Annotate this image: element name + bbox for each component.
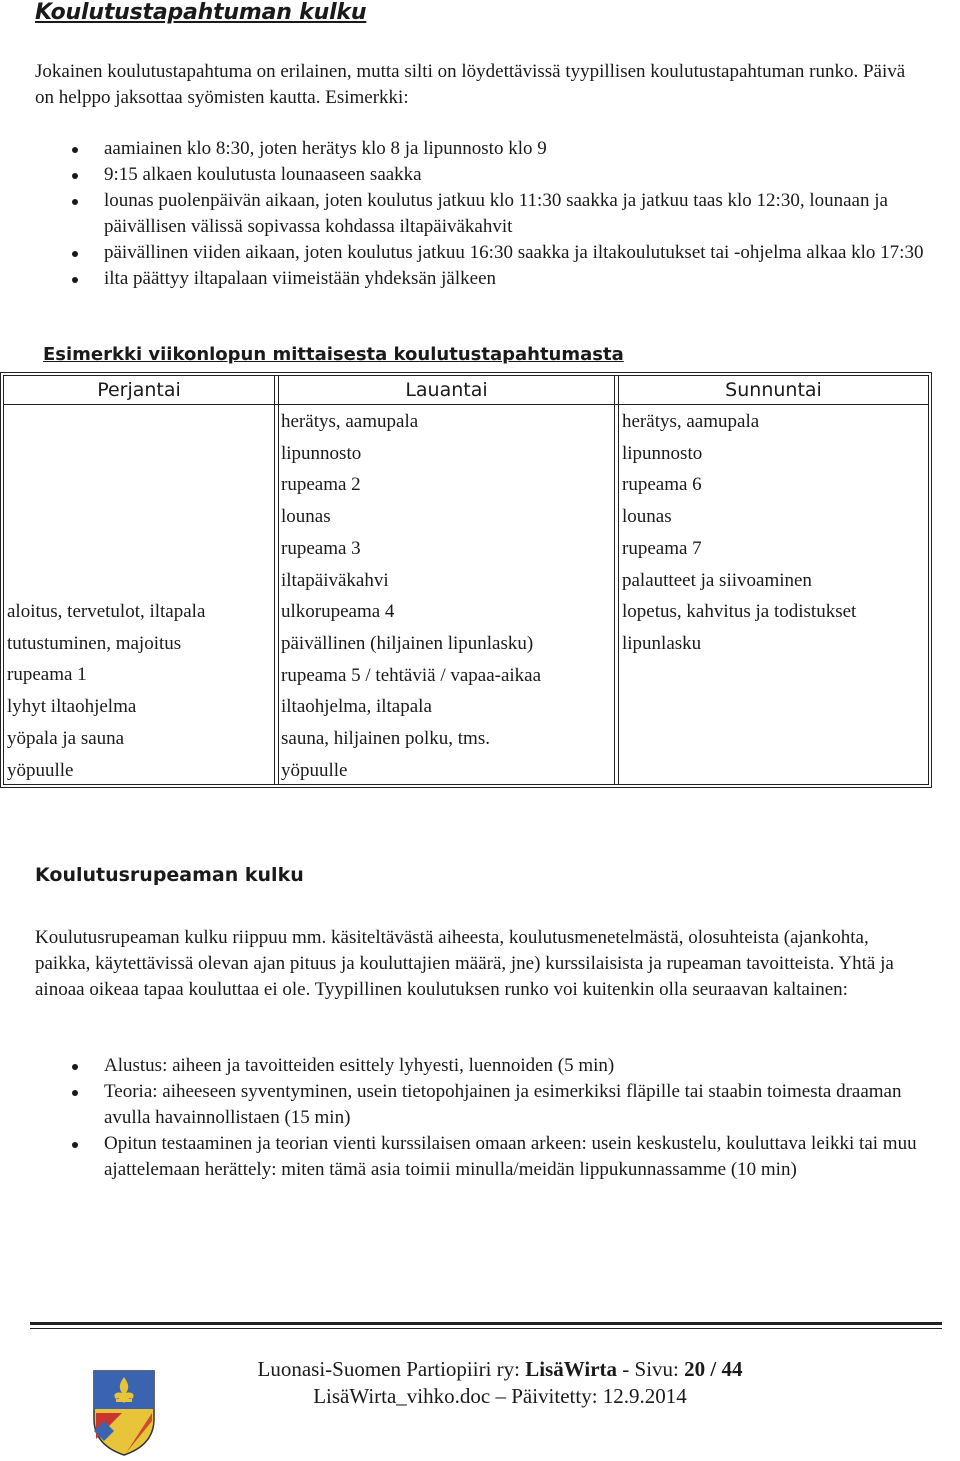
schedule-entry: ulkorupeama 4 bbox=[281, 601, 395, 623]
schedule-entry: lounas bbox=[622, 506, 672, 528]
section-heading: Koulutusrupeaman kulku bbox=[35, 864, 304, 886]
saturday-column bbox=[281, 406, 541, 786]
column-divider bbox=[618, 375, 619, 785]
schedule-entry: palautteet ja siivoaminen bbox=[622, 569, 812, 591]
column-divider bbox=[278, 375, 279, 785]
list-item: aamiainen klo 8:30, joten herätys klo 8 ja lipunnosto klo 9 bbox=[35, 136, 935, 162]
list-item: ilta päättyy iltapalaan viimeistään yhdeksän jälkeen bbox=[35, 266, 935, 292]
schedule-entry: rupeama 3 bbox=[281, 537, 361, 559]
list-item: 9:15 alkaen koulutusta lounaaseen saakka bbox=[35, 162, 935, 188]
schedule-entry: sauna, hiljainen polku, tms. bbox=[281, 728, 490, 750]
schedule-entry: herätys, aamupala bbox=[622, 411, 760, 432]
day-schedule-list bbox=[35, 136, 935, 292]
friday-column bbox=[7, 596, 205, 786]
schedule-entry: lipunnosto bbox=[281, 442, 362, 464]
schedule-entry: iltaohjelma, iltapala bbox=[281, 696, 432, 718]
sunday-column bbox=[622, 406, 856, 660]
schedule-entry: herätys, aamupala bbox=[281, 411, 419, 432]
intro-paragraph: Jokainen koulutustapahtuma on erilainen, mutta silti on löydettävissä tyypillisen koulutustapahtuman runko. Päivä on helppo jaksottaa syömisten kautta. Esimerkki: bbox=[35, 61, 906, 108]
schedule-entry: lyhyt iltaohjelma bbox=[7, 696, 137, 718]
column-divider bbox=[614, 375, 615, 785]
footer-line-2: LisäWirta_vihko.doc – Päivitetty: 12.9.2014 bbox=[313, 1384, 687, 1408]
schedule-entry: rupeama 5 / tehtäviä / vapaa-aikaa bbox=[281, 664, 542, 686]
table-border bbox=[3, 375, 4, 785]
schedule-entry: tutustuminen, majoitus bbox=[7, 632, 182, 654]
district-crest-logo bbox=[92, 1369, 156, 1457]
schedule-entry: lounas bbox=[281, 506, 331, 528]
footer-divider bbox=[30, 1328, 942, 1329]
page-title: Koulutustapahtuman kulku bbox=[35, 0, 367, 25]
table-border bbox=[0, 787, 932, 788]
footer-sep: - Sivu: bbox=[617, 1357, 685, 1381]
header-saturday: Lauantai bbox=[405, 379, 488, 401]
footer-page: 20 / 44 bbox=[684, 1357, 743, 1381]
schedule-entry: rupeama 7 bbox=[622, 537, 702, 559]
table-border bbox=[931, 372, 932, 788]
schedule-entry: päivällinen (hiljainen lipunlasku) bbox=[281, 632, 534, 654]
table-border bbox=[0, 372, 1, 788]
schedule-entry: aloitus, tervetulot, iltapala bbox=[7, 601, 206, 622]
footer-divider bbox=[30, 1322, 942, 1325]
footer-line-1 bbox=[200, 1357, 800, 1382]
list-item: Alustus: aiheen ja tavoitteiden esittely lyhyesti, luennoiden (5 min) bbox=[35, 1053, 935, 1079]
header-friday: Perjantai bbox=[97, 379, 181, 401]
schedule-entry: rupeama 2 bbox=[281, 474, 361, 496]
schedule-entry: yöpuulle bbox=[7, 759, 74, 781]
schedule-entry: iltapäiväkahvi bbox=[281, 569, 389, 591]
footer-org: Luonasi-Suomen Partiopiiri ry: bbox=[257, 1357, 526, 1381]
table-border bbox=[928, 375, 929, 785]
table-header-divider bbox=[3, 404, 929, 405]
footer-doc-name: LisäWirta bbox=[525, 1357, 618, 1381]
schedule-entry: yöpala ja sauna bbox=[7, 727, 125, 749]
column-divider bbox=[274, 375, 275, 785]
list-item: päivällinen viiden aikaan, joten koulutus jatkuu 16:30 saakka ja iltakoulutukset tai -ohjelma alkaa klo 17:30 bbox=[35, 240, 935, 266]
schedule-entry: rupeama 1 bbox=[7, 664, 87, 686]
section-paragraph: Koulutusrupeaman kulku riippuu mm. käsiteltävästä aiheesta, koulutusmenetelmästä, olosuhteista (ajankohta, paikka, käytettävissä olevan ajan pituus ja kouluttajien määrä, jne) kurssilaisista ja rupeaman tavoitteista. Yhtä ja ainoaa oikeaa tapaa kouluttaa ei ole. Tyypillinen koulutuksen runko voi kuitenkin olla seuraavan kaltainen: bbox=[35, 927, 894, 1000]
header-sunday: Sunnuntai bbox=[725, 379, 822, 401]
schedule-entry: rupeama 6 bbox=[622, 474, 702, 496]
schedule-entry: lipunlasku bbox=[622, 632, 702, 654]
schedule-entry: lipunnosto bbox=[622, 442, 703, 464]
session-structure-list bbox=[35, 1053, 935, 1183]
list-item: lounas puolenpäivän aikaan, joten koulutus jatkuu klo 11:30 saakka ja jatkuu taas klo 12:30, lounaan ja päivällisen välissä sopivassa kohdassa iltapäiväkahvit bbox=[35, 188, 935, 240]
schedule-entry: lopetus, kahvitus ja todistukset bbox=[622, 601, 857, 623]
schedule-entry: yöpuulle bbox=[281, 759, 348, 781]
list-item: Teoria: aiheeseen syventyminen, usein tietopohjainen ja esimerkiksi fläpille tai staabin toimesta draaman avulla havainnollistaen (15 min) bbox=[35, 1079, 935, 1131]
example-heading: Esimerkki viikonlopun mittaisesta koulutustapahtumasta bbox=[43, 344, 624, 365]
table-border bbox=[0, 372, 932, 373]
list-item: Opitun testaaminen ja teorian vienti kurssilaisen omaan arkeen: usein keskustelu, kouluttava leikki tai muu ajattelemaan herättely: miten tämä asia toimii minulla/meidän lippukunnassamme (10 min) bbox=[35, 1131, 935, 1183]
